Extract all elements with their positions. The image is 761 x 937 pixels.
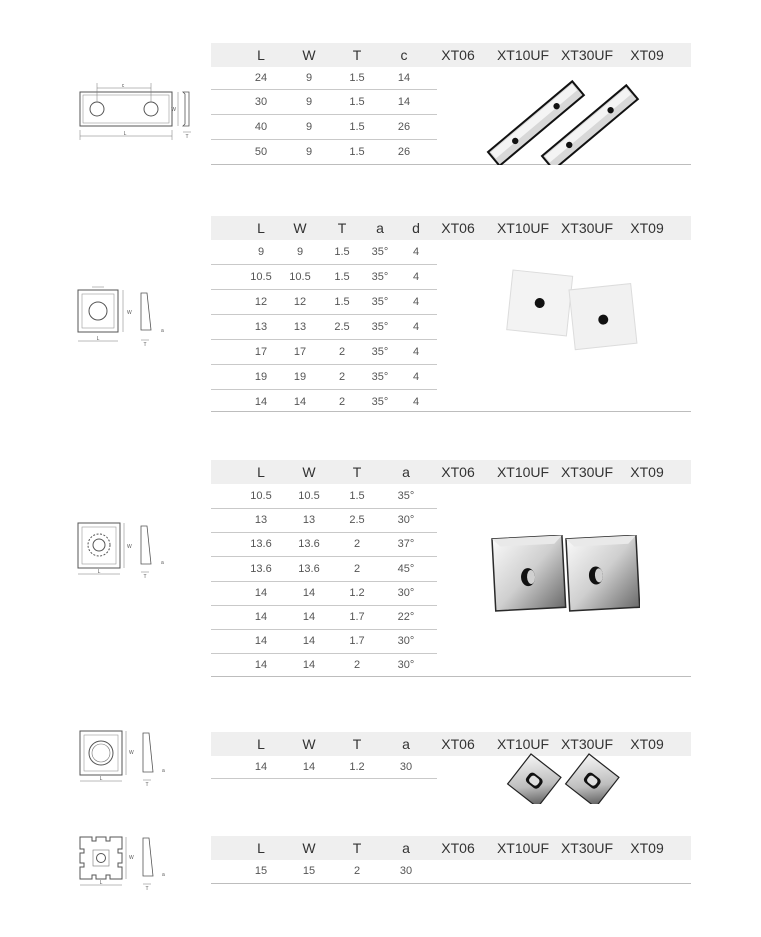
col-xt06: XT06 <box>441 736 475 752</box>
col-w: W <box>302 840 316 856</box>
cell-d: 4 <box>412 371 420 383</box>
col-l: L <box>257 464 265 480</box>
cell-t: 2 <box>353 563 361 575</box>
dim-w-label: W <box>127 310 132 316</box>
cell-c: 26 <box>397 121 411 133</box>
col-xt09: XT09 <box>630 47 664 63</box>
col-xt30uf: XT30UF <box>560 736 614 752</box>
cell-t: 1.2 <box>349 587 365 599</box>
col-a: a <box>402 840 410 856</box>
cell-w: 14 <box>302 761 316 773</box>
cell-w: 15 <box>302 865 316 877</box>
table-bottom-line <box>211 883 691 884</box>
col-w: W <box>293 220 307 236</box>
dim-l-label: L <box>123 131 127 137</box>
cell-l: 40 <box>254 121 268 133</box>
dim-a-label: a <box>162 768 165 774</box>
cell-t: 1.5 <box>349 96 365 108</box>
cell-w: 14 <box>302 659 316 671</box>
cell-a: 30° <box>397 635 415 647</box>
cell-w: 10.5 <box>289 271 311 283</box>
dim-l-label: L <box>97 569 101 575</box>
col-t: T <box>352 47 362 63</box>
cell-w: 14 <box>302 635 316 647</box>
cell-d: 4 <box>412 246 420 258</box>
cell-w: 14 <box>302 611 316 623</box>
dim-a-label: a <box>162 872 165 878</box>
col-a: a <box>402 736 410 752</box>
cell-l: 13.6 <box>250 563 272 575</box>
dim-t-label: T <box>145 782 149 788</box>
cell-l: 15 <box>254 865 268 877</box>
col-w: W <box>302 464 316 480</box>
col-t: T <box>352 736 362 752</box>
table-row <box>211 860 437 883</box>
col-t: T <box>337 220 347 236</box>
col-a: a <box>402 464 410 480</box>
cell-l: 13.6 <box>250 538 272 550</box>
col-t: T <box>352 840 362 856</box>
cell-a: 35° <box>371 271 389 283</box>
cell-a: 30 <box>399 865 413 877</box>
dim-t-label: T <box>145 886 149 892</box>
dim-l-label: L <box>99 776 103 782</box>
cell-l: 14 <box>254 396 268 408</box>
col-xt06: XT06 <box>441 840 475 856</box>
cell-t: 1.2 <box>349 761 365 773</box>
col-xt30uf: XT30UF <box>560 220 614 236</box>
col-t: T <box>352 464 362 480</box>
cell-a: 45° <box>397 563 415 575</box>
cell-t: 1.5 <box>334 271 350 283</box>
cell-w: 17 <box>293 346 307 358</box>
square-insert-drawing-5 <box>75 832 175 892</box>
col-xt30uf: XT30UF <box>560 840 614 856</box>
cell-t: 2 <box>338 396 346 408</box>
cell-l: 12 <box>254 296 268 308</box>
cell-w: 14 <box>302 587 316 599</box>
cell-l: 14 <box>254 635 268 647</box>
cell-d: 4 <box>412 321 420 333</box>
dim-w-label: W <box>127 544 132 550</box>
cell-a: 35° <box>397 490 415 502</box>
cell-a: 30° <box>397 514 415 526</box>
cell-l: 10.5 <box>250 490 272 502</box>
cell-a: 30 <box>399 761 413 773</box>
cell-t: 1.7 <box>349 611 365 623</box>
cell-t: 1.5 <box>334 246 350 258</box>
cell-l: 14 <box>254 659 268 671</box>
cell-d: 4 <box>412 296 420 308</box>
col-l: L <box>257 736 265 752</box>
col-l: L <box>257 220 265 236</box>
cell-t: 2 <box>338 346 346 358</box>
cell-t: 2.5 <box>334 321 350 333</box>
cell-w: 14 <box>293 396 307 408</box>
dim-w-label: W <box>129 855 134 861</box>
col-xt30uf: XT30UF <box>560 47 614 63</box>
col-xt09: XT09 <box>630 220 664 236</box>
cell-a: 22° <box>397 611 415 623</box>
cell-a: 35° <box>371 346 389 358</box>
dim-w-label: W <box>171 107 176 113</box>
cell-d: 4 <box>412 396 420 408</box>
cell-l: 10.5 <box>250 271 272 283</box>
dim-t-label: T <box>185 134 189 140</box>
table-header <box>211 836 691 860</box>
col-w: W <box>302 736 316 752</box>
cell-c: 14 <box>397 72 411 84</box>
col-xt10uf: XT10UF <box>496 736 550 752</box>
col-xt06: XT06 <box>441 47 475 63</box>
cell-t: 2 <box>338 371 346 383</box>
cell-t: 1.5 <box>349 121 365 133</box>
cell-l: 30 <box>254 96 268 108</box>
cell-w: 13 <box>293 321 307 333</box>
cell-c: 26 <box>397 146 411 158</box>
col-l: L <box>257 840 265 856</box>
cell-w: 12 <box>293 296 307 308</box>
col-xt09: XT09 <box>630 736 664 752</box>
cell-w: 13.6 <box>298 538 320 550</box>
cell-t: 1.5 <box>349 146 365 158</box>
cell-t: 1.7 <box>349 635 365 647</box>
cell-w: 9 <box>305 146 313 158</box>
cell-t: 2 <box>353 538 361 550</box>
col-a: a <box>376 220 384 236</box>
col-xt09: XT09 <box>630 840 664 856</box>
cell-d: 4 <box>412 346 420 358</box>
cell-a: 35° <box>371 371 389 383</box>
dim-l-label: L <box>99 880 103 886</box>
cell-w: 9 <box>305 121 313 133</box>
cell-t: 1.5 <box>349 72 365 84</box>
col-xt09: XT09 <box>630 464 664 480</box>
dim-w-label: W <box>129 750 134 756</box>
dim-c-label: c <box>121 83 125 89</box>
cell-w: 9 <box>305 72 313 84</box>
cell-t: 1.5 <box>334 296 350 308</box>
cell-t: 1.5 <box>349 490 365 502</box>
cell-w: 10.5 <box>298 490 320 502</box>
cell-l: 9 <box>257 246 265 258</box>
col-xt06: XT06 <box>441 464 475 480</box>
cell-a: 35° <box>371 246 389 258</box>
cell-l: 50 <box>254 146 268 158</box>
cell-l: 14 <box>254 611 268 623</box>
cell-l: 14 <box>254 587 268 599</box>
col-xt06: XT06 <box>441 220 475 236</box>
cell-a: 35° <box>371 396 389 408</box>
cell-w: 9 <box>296 246 304 258</box>
dim-a-label: a <box>161 560 164 566</box>
cell-d: 4 <box>412 271 420 283</box>
col-xt10uf: XT10UF <box>496 47 550 63</box>
cell-l: 19 <box>254 371 268 383</box>
dim-t-label: T <box>143 342 147 348</box>
cell-a: 30° <box>397 587 415 599</box>
spec-table-5 <box>211 836 691 884</box>
cell-t: 2 <box>353 659 361 671</box>
col-xt10uf: XT10UF <box>496 840 550 856</box>
cell-a: 30° <box>397 659 415 671</box>
cell-a: 37° <box>397 538 415 550</box>
cell-w: 9 <box>305 96 313 108</box>
cell-w: 13.6 <box>298 563 320 575</box>
cell-l: 24 <box>254 72 268 84</box>
dim-a-label: a <box>161 328 164 334</box>
cell-a: 35° <box>371 296 389 308</box>
col-d: d <box>412 220 420 236</box>
cell-l: 13 <box>254 321 268 333</box>
dim-t-label: T <box>143 574 147 580</box>
cell-c: 14 <box>397 96 411 108</box>
cell-w: 19 <box>293 371 307 383</box>
cell-w: 13 <box>302 514 316 526</box>
cell-l: 14 <box>254 761 268 773</box>
col-l: L <box>257 47 265 63</box>
cell-l: 17 <box>254 346 268 358</box>
dim-l-label: L <box>96 336 100 342</box>
col-xt10uf: XT10UF <box>496 220 550 236</box>
col-w: W <box>302 47 316 63</box>
cell-t: 2.5 <box>349 514 365 526</box>
col-xt10uf: XT10UF <box>496 464 550 480</box>
col-xt30uf: XT30UF <box>560 464 614 480</box>
cell-t: 2 <box>353 865 361 877</box>
cell-a: 35° <box>371 321 389 333</box>
cell-l: 13 <box>254 514 268 526</box>
col-c: c <box>400 47 408 63</box>
